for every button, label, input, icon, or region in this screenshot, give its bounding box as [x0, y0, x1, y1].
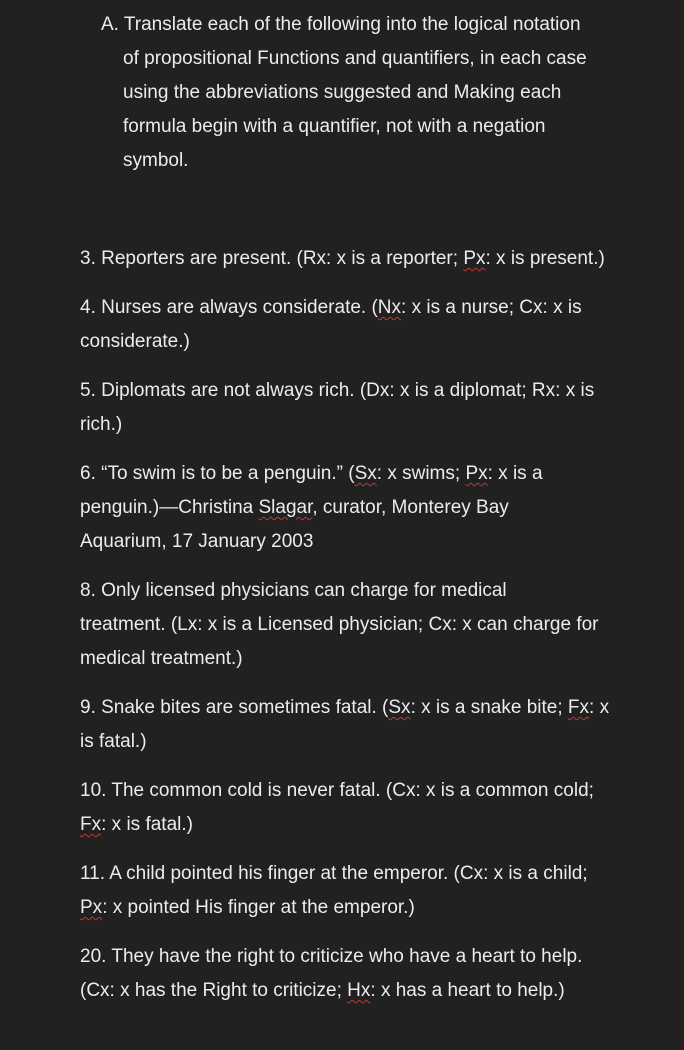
text-segment: : x is a snake bite; — [410, 697, 568, 718]
heading-line: symbol. — [123, 150, 189, 171]
text-segment: Aquarium, 17 January 2003 — [80, 531, 314, 552]
text-segment: : x is present.) — [485, 248, 605, 269]
heading-line: A. Translate each of the following into the logical notation — [101, 14, 581, 35]
text-segment: : x — [589, 697, 610, 718]
exercise-item — [80, 574, 650, 676]
exercise-item — [80, 857, 650, 925]
text-segment: : x has a heart to help.) — [370, 980, 565, 1001]
text-segment: treatment. (Lx: x is a Licensed physician; Cx: x can charge for — [80, 614, 599, 635]
text-segment: 9. Snake bites are sometimes fatal. ( — [80, 697, 389, 718]
exercise-line — [80, 725, 650, 759]
exercise-item — [80, 691, 650, 759]
text-segment: (Cx: x has the Right to criticize; — [80, 980, 348, 1001]
exercise-line — [80, 940, 650, 974]
text-segment: is fatal.) — [80, 731, 147, 752]
text-segment: 8. Only licensed physicians can charge for medical — [80, 580, 507, 601]
text-segment: 3. Reporters are present. (Rx: x is a reporter; — [80, 248, 464, 269]
exercise-list — [80, 242, 650, 1023]
text-segment: considerate.) — [80, 331, 190, 352]
exercise-item — [80, 374, 650, 442]
flagged-word: Slagar — [258, 497, 313, 518]
flagged-word: Px — [463, 248, 486, 269]
flagged-word: Px — [465, 463, 488, 484]
text-segment: 6. “To swim is to be a penguin.” ( — [80, 463, 355, 484]
flagged-word: Fx — [80, 814, 102, 835]
flagged-word: Sx — [354, 463, 377, 484]
text-segment: rich.) — [80, 414, 123, 435]
text-segment: , curator, Monterey Bay — [312, 497, 509, 518]
heading-line: using the abbreviations suggested and Making each — [123, 82, 562, 103]
heading-line: formula begin with a quantifier, not with a negation — [123, 116, 546, 137]
exercise-item — [80, 242, 650, 276]
text-segment: 5. Diplomats are not always rich. (Dx: x is a diplomat; Rx: x is — [80, 380, 595, 401]
instruction-heading — [101, 8, 641, 178]
text-segment: medical treatment.) — [80, 648, 243, 669]
exercise-line — [80, 774, 650, 808]
exercise-line — [80, 974, 650, 1008]
exercise-item — [80, 291, 650, 359]
exercise-item — [80, 940, 650, 1008]
exercise-line — [80, 891, 650, 925]
exercise-line — [80, 242, 650, 276]
exercise-item — [80, 774, 650, 842]
flagged-word: Fx — [567, 697, 590, 718]
text-segment: penguin.)—Christina — [80, 497, 259, 518]
flagged-word: Px — [80, 897, 103, 918]
exercise-line — [80, 525, 650, 559]
exercise-line — [80, 374, 650, 408]
flagged-word: Sx — [388, 697, 411, 718]
exercise-line — [80, 457, 650, 491]
text-segment: 20. They have the right to criticize who have a heart to help. — [80, 946, 583, 967]
text-segment: : x swims; — [376, 463, 466, 484]
text-segment: : x is a — [487, 463, 543, 484]
exercise-line — [80, 408, 650, 442]
flagged-word: Nx — [377, 297, 402, 318]
exercise-line — [80, 325, 650, 359]
exercise-line — [80, 608, 650, 642]
text-segment: 10. The common cold is never fatal. (Cx: x is a common cold; — [80, 780, 594, 801]
exercise-line — [80, 691, 650, 725]
text-segment: : x is fatal.) — [101, 814, 193, 835]
exercise-line — [80, 574, 650, 608]
text-segment: : x is a nurse; Cx: x is — [401, 297, 582, 318]
exercise-line — [80, 642, 650, 676]
text-segment: 4. Nurses are always considerate. ( — [80, 297, 378, 318]
text-segment: : x pointed His finger at the emperor.) — [102, 897, 415, 918]
exercise-line — [80, 808, 650, 842]
text-segment: 11. A child pointed his finger at the emperor. (Cx: x is a child; — [80, 863, 588, 884]
exercise-line — [80, 291, 650, 325]
heading-line: of propositional Functions and quantifiers, in each case — [123, 48, 587, 69]
exercise-line — [80, 857, 650, 891]
exercise-item — [80, 457, 650, 559]
exercise-line — [80, 491, 650, 525]
flagged-word: Hx — [347, 980, 371, 1001]
